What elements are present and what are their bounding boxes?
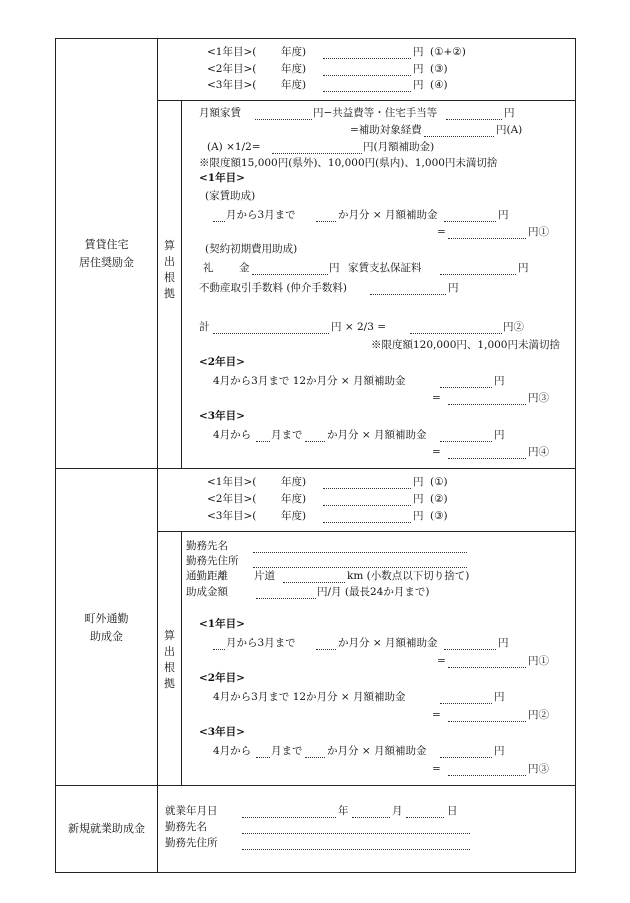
newjob-day-label: 日 [447,805,458,817]
housing-limit2-note: ※限度額120,000円、1,000円未満切捨 [371,339,560,351]
commute-summary-year3-mark: (③) [430,510,448,522]
commute-y1-total-yen: 円① [528,655,549,667]
commute-y2-yen: 円 [494,691,505,703]
commute-y1-months-times: か月分 × 月額補助金 [338,637,438,649]
housing-total-label: 計 [199,321,210,333]
commute-y3-months-field[interactable] [305,757,325,758]
newjob-address-label: 勤務先住所 [165,837,218,849]
housing-target-label: =補助対象経費 [350,124,422,136]
commute-y1-months-field[interactable] [316,649,336,650]
commute-summary-year3-label: <3年目>( [207,510,257,522]
housing-year1-heading: <1年目> [199,172,245,184]
housing-summary-divider [157,100,576,101]
commute-summary-year1-mark: (①) [430,476,448,488]
housing-summary-year1-yen: 円 [413,46,424,58]
calc-char: 拠 [164,677,175,690]
commute-amount-field[interactable] [256,598,316,599]
housing-summary-year2-mark: (③) [430,63,448,75]
commute-calc-divider [181,531,182,785]
housing-summary-year1-field[interactable] [323,58,411,59]
housing-summary-year2-nendo: 年度) [281,63,307,75]
housing-rent-field[interactable] [255,119,312,120]
commute-y2-apr-mar: 4月から3月まで 12か月分 × 月額補助金 [213,691,406,703]
housing-y1-eq: = [437,226,446,238]
newjob-section-label: 新規就業助成金 [68,822,145,835]
commute-y1-eq: = [437,655,446,667]
housing-summary-year2-yen: 円 [413,63,424,75]
commute-summary-divider [157,531,576,532]
housing-y1-months-times: か月分 × 月額補助金 [338,209,438,221]
housing-y2-eq: = [432,392,441,404]
housing-guarantee-yen: 円 [518,262,529,274]
commute-oneway-label: 片道 [254,570,275,582]
housing-summary-year3-mark: (④) [430,79,448,91]
commute-calc-basis-label [158,628,181,692]
commute-label-line1: 町外通勤 [84,612,129,625]
newjob-month-field[interactable] [352,817,390,818]
newjob-address-field[interactable] [242,849,470,850]
housing-calc-divider [181,100,182,468]
commute-km-label: km (小数点以下切り捨て) [347,570,470,582]
commute-summary-year1-nendo: 年度) [281,476,307,488]
commute-y1-yen: 円 [498,637,509,649]
commute-y3-months-times: か月分 × 月額補助金 [327,745,427,757]
housing-target-field[interactable] [424,136,494,137]
housing-reikin-label: 礼 [203,262,214,274]
calc-char: 出 [164,255,175,268]
housing-summary-year3-field[interactable] [323,91,411,92]
housing-year2-heading: <2年目> [199,356,245,368]
housing-a-half-label: (A) ×1/2= [207,141,261,153]
housing-monthly-field[interactable] [272,153,362,154]
housing-summary-year3-nendo: 年度) [281,79,307,91]
commute-summary-year2-yen: 円 [413,493,424,505]
calc-char: 拠 [164,287,175,300]
commute-workplace-field[interactable] [253,552,467,553]
housing-guarantee-field[interactable] [440,274,516,275]
commute-label-line2: 助成金 [90,630,123,643]
housing-reikin-field[interactable] [252,274,328,275]
housing-y3-months-field[interactable] [305,441,325,442]
calc-char: 根 [164,661,175,674]
housing-agent-fee-yen: 円 [448,282,459,294]
commute-y3-eq: = [432,763,441,775]
housing-total-field[interactable] [213,333,329,334]
commute-y1-month-from: 月から3月まで [226,637,296,649]
commute-summary-year2-field[interactable] [323,505,411,506]
commute-year2-heading: <2年目> [199,672,245,684]
newjob-year-field[interactable] [242,817,336,818]
commute-summary-year1-yen: 円 [413,476,424,488]
housing-y2-apr-mar: 4月から3月まで 12か月分 × 月額補助金 [213,375,406,387]
housing-summary-year2-field[interactable] [323,75,411,76]
housing-label-line2: 居住奨励金 [79,256,134,269]
commute-y3-end-month-field[interactable] [256,757,270,758]
commute-per-month-label: 円/月 (最長24か月まで) [317,586,430,598]
housing-summary-year3-label: <3年目>( [207,79,257,91]
commute-summary-year1-label: <1年目>( [207,476,257,488]
housing-summary-year1-mark: (①+②) [430,46,466,58]
newjob-start-date-label: 就業年月日 [165,805,218,817]
housing-guarantee-label: 家賃支払保証料 [348,262,422,274]
housing-summary-year3-yen: 円 [413,79,424,91]
housing-y1-months-field[interactable] [316,221,336,222]
housing-times-two-thirds: 円 × 2/3 = [331,321,387,333]
commute-summary-year3-field[interactable] [323,522,411,523]
housing-kin-label: 金 [239,262,250,274]
housing-section-label [56,236,157,272]
housing-initial-aid-yen: 円② [503,321,524,333]
housing-limit-note: ※限度額15,000円(県外)、10,000円(県内)、1,000円未満切捨 [199,157,498,169]
housing-allowance-yen: 円 [504,107,515,119]
commute-address-label: 勤務先住所 [186,555,239,567]
housing-initial-aid-field[interactable] [410,333,502,334]
commute-summary-year2-mark: (②) [430,493,448,505]
newjob-workplace-label: 勤務先名 [165,821,207,833]
newjob-year-label: 年 [338,805,349,817]
commute-distance-field[interactable] [283,582,345,583]
housing-monthly-yen: 円(月額補助金) [363,141,435,153]
newjob-day-field[interactable] [406,817,444,818]
table-border-right [575,38,576,873]
housing-y1-month-from: 月から3月まで [226,209,296,221]
commute-y3-yen: 円 [494,745,505,757]
commute-y2-monthly-field[interactable] [440,703,492,704]
housing-y3-months-times: か月分 × 月額補助金 [327,429,427,441]
housing-summary-year1-nendo: 年度) [281,46,307,58]
commute-y2-total-yen: 円② [528,709,549,721]
commute-y3-month-until: 月まで [271,745,303,757]
housing-y1-monthly-field[interactable] [444,221,496,222]
housing-reikin-yen: 円 [329,262,340,274]
commute-y1-monthly-field[interactable] [444,649,496,650]
commute-workplace-label: 勤務先名 [186,540,228,552]
calc-char: 算 [164,239,175,252]
housing-agent-fee-field[interactable] [370,294,446,295]
commute-y2-eq: = [432,709,441,721]
commute-section-label [56,610,157,646]
row-divider-housing-end [55,468,576,469]
row-divider-commute-end [55,785,576,786]
housing-y3-month-until: 月まで [271,429,303,441]
table-border-left [55,38,56,873]
housing-y1-start-month-field[interactable] [213,221,225,222]
commute-amount-label: 助成金額 [186,586,228,598]
table-border-bottom [55,872,576,873]
commute-y3-apr-from: 4月から [213,745,252,757]
housing-y3-eq: = [432,446,441,458]
housing-y1-total-field[interactable] [448,238,526,239]
housing-y3-total-yen: 円④ [528,446,549,458]
calc-char: 算 [164,629,175,642]
commute-y2-total-field[interactable] [448,721,526,722]
commute-year1-heading: <1年目> [199,618,245,630]
housing-y3-yen: 円 [494,429,505,441]
housing-agent-fee-label: 不動産取引手数料 (仲介手数料) [199,282,348,294]
housing-rent-aid-heading: (家賃助成) [205,190,256,202]
table-border-top [55,38,576,39]
housing-label-line1: 賃貸住宅 [84,238,129,251]
commute-distance-label: 通勤距離 [186,570,228,582]
commute-y1-start-month-field[interactable] [213,649,225,650]
newjob-month-label: 月 [392,805,403,817]
housing-target-yen: 円(A) [496,124,523,136]
housing-y1-total-yen: 円① [528,226,549,238]
commute-year3-heading: <3年目> [199,726,245,738]
housing-y1-yen: 円 [498,209,509,221]
column-divider [157,38,158,873]
commute-summary-year2-label: <2年目>( [207,493,257,505]
housing-minus-label: 円−共益費等・住宅手当等 [313,107,438,119]
housing-y2-total-yen: 円③ [528,392,549,404]
commute-y1-total-field[interactable] [448,667,526,668]
commute-address-field[interactable] [253,567,467,568]
commute-summary-year1-field[interactable] [323,488,411,489]
housing-y3-apr-from: 4月から [213,429,252,441]
commute-y3-monthly-field[interactable] [440,757,492,758]
housing-year3-heading: <3年目> [199,410,245,422]
housing-y2-total-field[interactable] [448,404,526,405]
housing-y3-end-month-field[interactable] [256,441,270,442]
housing-y2-yen: 円 [494,375,505,387]
commute-summary-year3-nendo: 年度) [281,510,307,522]
commute-y3-total-yen: 円③ [528,763,549,775]
newjob-workplace-field[interactable] [242,833,470,834]
housing-rent-label: 月額家賃 [199,107,241,119]
housing-y3-total-field[interactable] [448,458,526,459]
calc-char: 根 [164,271,175,284]
commute-y3-total-field[interactable] [448,775,526,776]
housing-calc-basis-label [158,238,181,302]
commute-summary-year3-yen: 円 [413,510,424,522]
commute-summary-year2-nendo: 年度) [281,493,307,505]
housing-summary-year2-label: <2年目>( [207,63,257,75]
housing-y3-monthly-field[interactable] [440,441,492,442]
housing-initial-heading: (契約初期費用助成) [205,243,298,255]
calc-char: 出 [164,645,175,658]
housing-allowance-field[interactable] [446,119,502,120]
housing-summary-year1-label: <1年目>( [207,46,257,58]
housing-y2-monthly-field[interactable] [440,387,492,388]
